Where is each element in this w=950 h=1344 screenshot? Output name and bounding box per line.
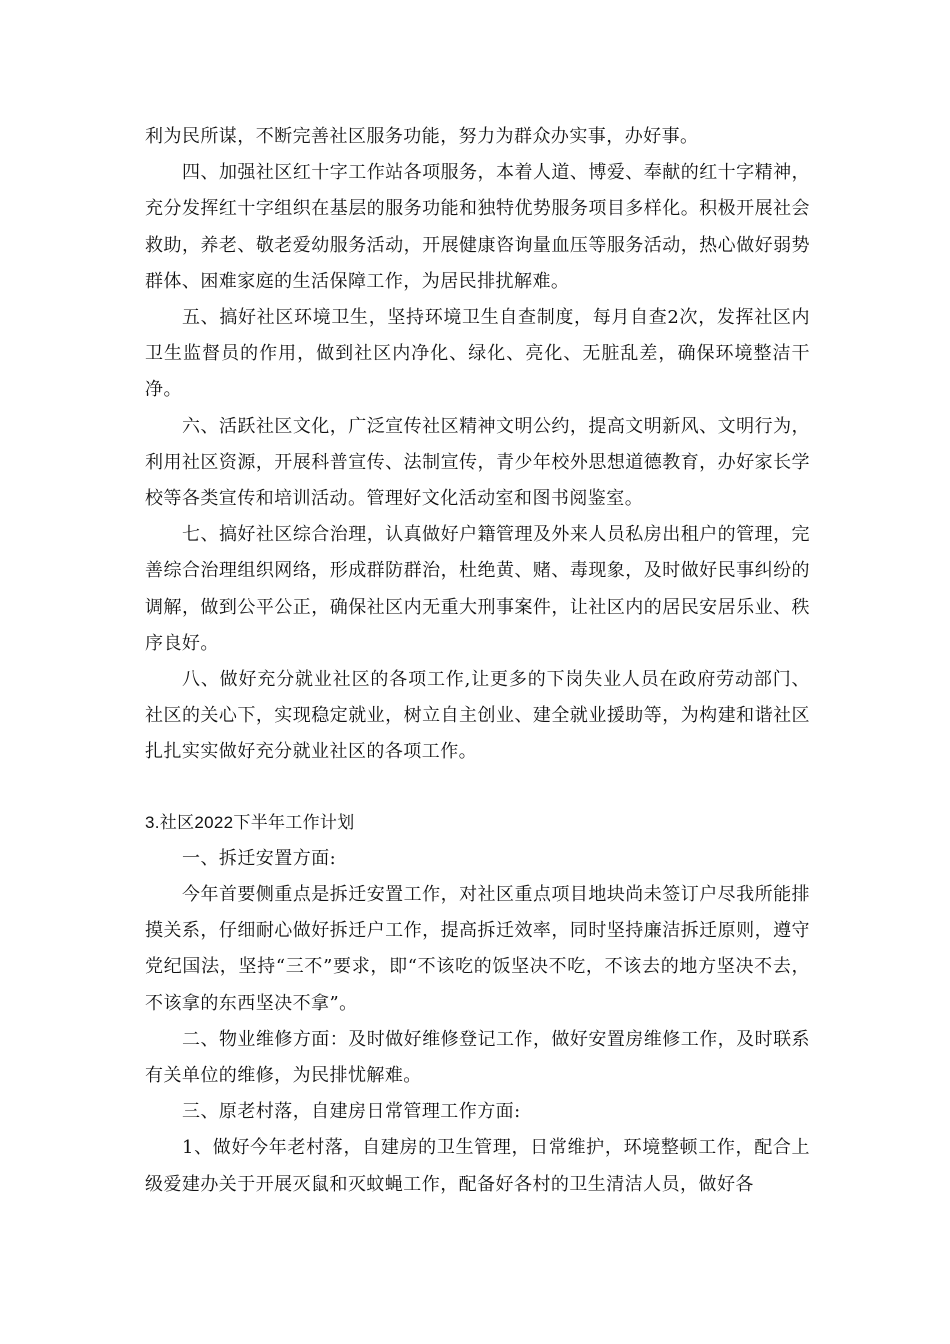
- paragraph-item-seven: 七、搞好社区综合治理，认真做好户籍管理及外来人员私房出租户的管理，完善综合治理组织网络，形成群防群治，杜绝黄、赌、毒现象，及时做好民事纠纷的调解，做到公平公正，确保社区内无重大刑事案件，让社区内的居民安居乐业、秩序良好。: [145, 524, 810, 654]
- paragraph-property-maintenance: 二、物业维修方面：及时做好维修登记工作，做好安置房维修工作，及时联系有关单位的维修，为民排忧解难。: [145, 1028, 810, 1087]
- paragraph-item-five: 五、搞好社区环境卫生，坚持环境卫生自查制度，每月自查2次，发挥社区内卫生监督员的作用，做到社区内净化、绿化、亮化、无脏乱差，确保环境整洁干净。: [145, 307, 810, 401]
- paragraph-item-eight: 八、做好充分就业社区的各项工作,让更多的下岗失业人员在政府劳动部门、社区的关心下，实现稳定就业，树立自主创业、建全就业援助等，为构建和谐社区扎扎实实做好充分就业社区的各项工作。: [145, 669, 810, 763]
- subheading-relocation: 一、拆迁安置方面:: [182, 847, 337, 869]
- paragraph-item-six: 六、活跃社区文化，广泛宣传社区精神文明公约，提高文明新风、文明行为，利用社区资源，开展科普宣传、法制宣传，青少年校外思想道德教育，办好家长学校等各类宣传和培训活动。管理好文化活动室和图书阅鉴室。: [145, 415, 810, 510]
- paragraph-continuation: 利为民所谋，不断完善社区服务功能，努力为群众办实事，办好事。: [145, 126, 699, 147]
- paragraph-item-four: 四、加强社区红十字工作站各项服务，本着人道、博爱、奉献的红十字精神，充分发挥红十字组织在基层的服务功能和独特优势服务项目多样化。积极开展社会救助，养老、敬老爱幼服务活动，开展健康咨询量血压等服务活动，热心做好弱势群体、困难家庭的生活保障工作，为居民排扰解难。: [145, 162, 810, 292]
- section-spacer: [145, 771, 810, 805]
- document-body: [145, 119, 810, 1203]
- paragraph-old-village-item-one: 1、做好今年老村落，自建房的卫生管理，日常维护，环境整顿工作，配合上级爱建办关于开展灭鼠和灭蚊蝇工作，配备好各村的卫生清洁人员，做好各: [145, 1137, 810, 1195]
- paragraph-relocation: 今年首要侧重点是拆迁安置工作，对社区重点项目地块尚未签订户尽我所能排摸关系，仔细耐心做好拆迁户工作，提高拆迁效率，同时坚持廉洁拆迁原则，遵守党纪国法，坚持“三不”要求，即“不该吃的饭坚决不吃，不该去的地方坚决不去，不该拿的东西坚决不拿”。: [145, 884, 810, 1014]
- section-heading: 3.社区2022下半年工作计划: [145, 812, 355, 832]
- subheading-old-village: 三、原老村落，自建房日常管理工作方面:: [182, 1101, 521, 1123]
